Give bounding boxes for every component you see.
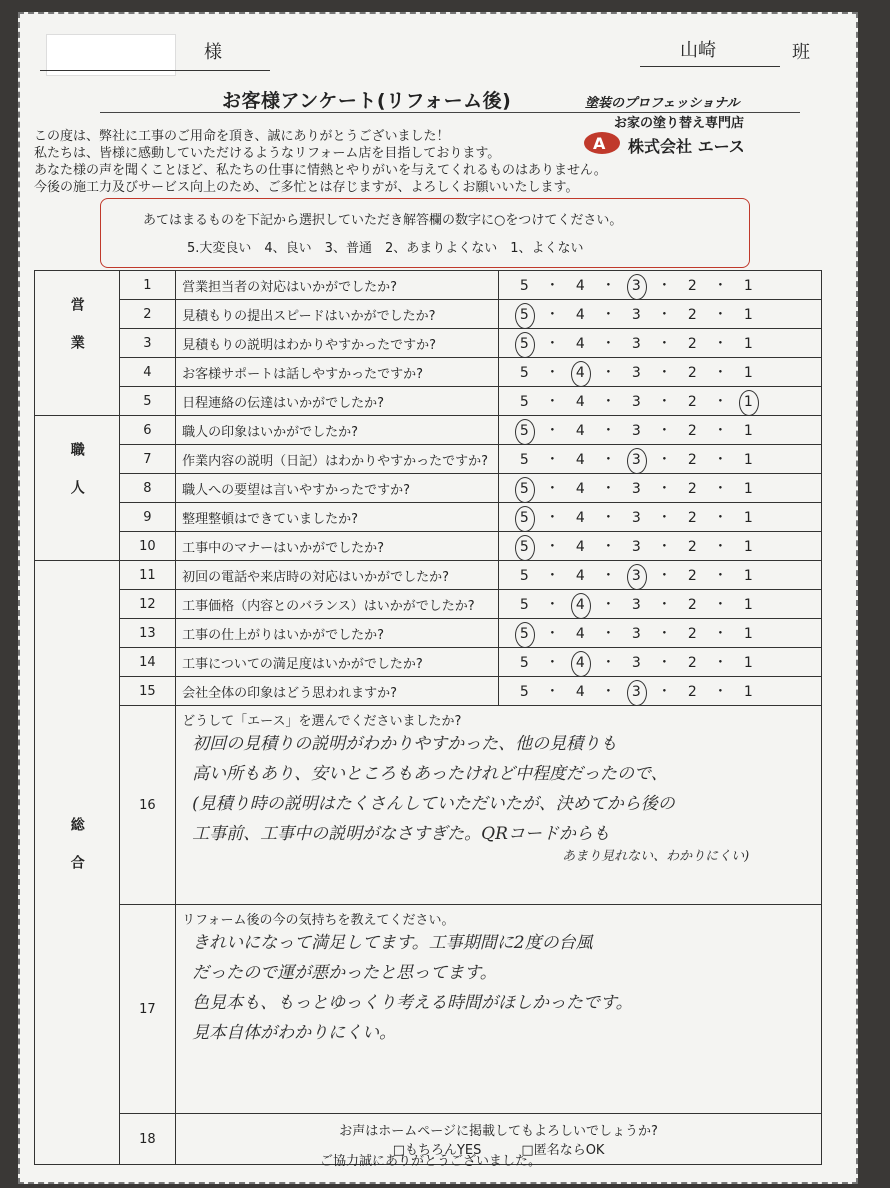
rating-option[interactable]: 2 — [687, 336, 697, 352]
rating-selected[interactable]: 3 — [623, 684, 649, 700]
question-row — [35, 619, 822, 648]
question-number: 2 — [119, 300, 176, 329]
name-underline — [40, 70, 270, 71]
question-row — [35, 416, 822, 445]
rating-legend: 5.大変良い 4、良い 3、普通 2、あまりよくない 1、よくない — [187, 241, 584, 256]
question-text: 作業内容の説明（日記）はわかりやすかったですか? — [176, 445, 499, 474]
rating-separator: ・ — [545, 307, 560, 323]
question-text: 工事についての満足度はいかがでしたか? — [176, 648, 499, 677]
rating-option[interactable]: 1 — [743, 655, 753, 671]
rating-option[interactable]: 1 — [743, 684, 753, 700]
rating-separator: ・ — [545, 336, 560, 352]
question-number: 16 — [119, 706, 176, 905]
intro-line: あなた様の声を聞くことほど、私たちの仕事に情熱とやりがいを与えてくれるものはありません。 — [34, 163, 607, 178]
rating-selected[interactable]: 3 — [623, 452, 649, 468]
rating-selected[interactable]: 5 — [511, 510, 537, 526]
question-number: 11 — [119, 561, 176, 590]
rating-option[interactable]: 1 — [743, 481, 753, 497]
rating-separator: ・ — [601, 510, 616, 526]
rating-separator: ・ — [545, 394, 560, 410]
rating-options — [499, 358, 822, 387]
rating-options — [499, 445, 822, 474]
intro-line: 私たちは、皆様に感動していただけるようなリフォーム店を目指しております。 — [34, 146, 501, 161]
rating-separator: ・ — [601, 423, 616, 439]
question-number: 4 — [119, 358, 176, 387]
rating-options — [499, 619, 822, 648]
instruction-box — [100, 198, 750, 268]
question-text: お声はホームページに掲載してもよろしいでしょうか? — [339, 1124, 658, 1139]
rating-separator: ・ — [545, 481, 560, 497]
rating-separator: ・ — [545, 626, 560, 642]
rating-option[interactable]: 5 — [519, 278, 529, 294]
store-type: お家の塗り替え専門店 — [614, 116, 745, 131]
intro-line: 今後の施工力及びサービス向上のため、ご多忙とは存じますが、よろしくお願いいたします。 — [34, 180, 579, 195]
rating-selected[interactable]: 5 — [511, 307, 537, 323]
rating-selected[interactable]: 5 — [511, 481, 537, 497]
rating-option[interactable]: 2 — [687, 278, 697, 294]
rating-option[interactable]: 3 — [631, 655, 641, 671]
company-tagline: 塗装のプロフェッショナル — [585, 96, 740, 111]
rating-separator: ・ — [601, 365, 616, 381]
question-number: 12 — [119, 590, 176, 619]
rating-options — [499, 590, 822, 619]
question-row — [35, 532, 822, 561]
rating-option[interactable]: 1 — [743, 539, 753, 555]
rating-separator: ・ — [657, 568, 672, 584]
question-text: お客様サポートは話しやすかったですか? — [176, 358, 499, 387]
question-text: 職人への要望は言いやすかったですか? — [176, 474, 499, 503]
question-row — [35, 445, 822, 474]
rating-separator: ・ — [601, 597, 616, 613]
rating-option[interactable]: 5 — [519, 568, 529, 584]
option-anonymous-checkbox[interactable]: □匿名ならOK — [521, 1143, 605, 1158]
rating-option[interactable]: 1 — [743, 278, 753, 294]
question-number: 8 — [119, 474, 176, 503]
rating-option[interactable]: 2 — [687, 365, 697, 381]
rating-option[interactable]: 4 — [575, 539, 585, 555]
free-answer-row — [35, 905, 822, 1114]
rating-separator: ・ — [713, 568, 728, 584]
handwritten-answer-line: 初回の見積りの説明がわかりやすかった、他の見積りも — [192, 734, 618, 754]
rating-option[interactable]: 1 — [743, 452, 753, 468]
rating-separator: ・ — [545, 568, 560, 584]
rating-separator: ・ — [545, 423, 560, 439]
question-text: どうして「エース」を選んでくださいましたか? — [182, 714, 462, 729]
rating-separator: ・ — [601, 307, 616, 323]
rating-option[interactable]: 2 — [687, 510, 697, 526]
rating-option[interactable]: 4 — [575, 278, 585, 294]
rating-options — [499, 300, 822, 329]
rating-separator: ・ — [713, 481, 728, 497]
rating-options — [499, 648, 822, 677]
rating-option[interactable]: 2 — [687, 626, 697, 642]
question-text: 工事中のマナーはいかがでしたか? — [176, 532, 499, 561]
question-text: 工事の仕上がりはいかがでしたか? — [176, 619, 499, 648]
rating-separator: ・ — [601, 394, 616, 410]
rating-option[interactable]: 3 — [631, 307, 641, 323]
rating-option[interactable]: 4 — [575, 626, 585, 642]
rating-option[interactable]: 5 — [519, 365, 529, 381]
survey-table — [34, 270, 822, 1165]
rating-option[interactable]: 4 — [575, 423, 585, 439]
rating-options — [499, 416, 822, 445]
rating-option[interactable]: 3 — [631, 365, 641, 381]
rating-option[interactable]: 3 — [631, 394, 641, 410]
rating-separator: ・ — [601, 278, 616, 294]
rating-selected[interactable]: 4 — [567, 597, 593, 613]
rating-separator: ・ — [601, 568, 616, 584]
rating-separator: ・ — [601, 336, 616, 352]
question-text: 整理整頓はできていましたか? — [176, 503, 499, 532]
question-row — [35, 561, 822, 590]
rating-separator: ・ — [657, 655, 672, 671]
question-text: 見積もりの提出スピードはいかがでしたか? — [176, 300, 499, 329]
rating-separator: ・ — [657, 510, 672, 526]
rating-selected[interactable]: 3 — [623, 568, 649, 584]
rating-separator: ・ — [657, 365, 672, 381]
rating-option[interactable]: 5 — [519, 684, 529, 700]
rating-separator: ・ — [713, 626, 728, 642]
question-row — [35, 648, 822, 677]
footer-thanks: ご協力誠にありがとうございました。 — [320, 1154, 542, 1169]
rating-option[interactable]: 5 — [519, 597, 529, 613]
rating-option[interactable]: 2 — [687, 539, 697, 555]
handwritten-answer-line: 色見本も、もっとゆっくり考える時間がほしかったです。 — [192, 993, 633, 1013]
rating-separator: ・ — [657, 626, 672, 642]
category-label: 営業 — [68, 297, 85, 373]
question-row — [35, 271, 822, 300]
handwritten-answer-line: あまり見れない、わかりにくい) — [562, 849, 750, 864]
rating-separator: ・ — [601, 684, 616, 700]
question-number: 9 — [119, 503, 176, 532]
rating-option[interactable]: 5 — [519, 452, 529, 468]
question-text: 営業担当者の対応はいかがでしたか? — [176, 271, 499, 300]
rating-option[interactable]: 3 — [631, 336, 641, 352]
rating-options — [499, 474, 822, 503]
question-number: 18 — [119, 1114, 176, 1165]
question-row — [35, 474, 822, 503]
question-text: 職人の印象はいかがでしたか? — [176, 416, 499, 445]
rating-option[interactable]: 1 — [743, 423, 753, 439]
question-number: 14 — [119, 648, 176, 677]
survey-title: お客様アンケート(リフォーム後) — [222, 90, 512, 112]
free-answer-area[interactable] — [176, 905, 822, 1114]
rating-selected[interactable]: 3 — [623, 278, 649, 294]
rating-options — [499, 387, 822, 416]
intro-line: この度は、弊社に工事のご用命を頂き、誠にありがとうございました！ — [34, 129, 450, 144]
question-number: 6 — [119, 416, 176, 445]
question-number: 13 — [119, 619, 176, 648]
staff-name: 山崎 — [680, 40, 716, 61]
rating-options — [499, 329, 822, 358]
rating-option[interactable]: 3 — [631, 597, 641, 613]
rating-option[interactable]: 4 — [575, 307, 585, 323]
question-number: 7 — [119, 445, 176, 474]
handwritten-answer-line: だったので運が悪かったと思ってます。 — [192, 963, 497, 983]
question-number: 17 — [119, 905, 176, 1114]
rating-options — [499, 677, 822, 706]
rating-separator: ・ — [545, 684, 560, 700]
company-name: 株式会社 エース — [628, 137, 745, 156]
rating-options — [499, 503, 822, 532]
rating-separator: ・ — [601, 655, 616, 671]
rating-option[interactable]: 2 — [687, 568, 697, 584]
rating-option[interactable]: 4 — [575, 394, 585, 410]
question-row — [35, 300, 822, 329]
handwritten-answer-line: 工事前、工事中の説明がなさすぎた。QRコードからも — [192, 824, 610, 844]
question-text: リフォーム後の今の気持ちを教えてください。 — [182, 913, 455, 928]
rating-selected[interactable]: 5 — [511, 423, 537, 439]
rating-separator: ・ — [657, 278, 672, 294]
rating-option[interactable]: 4 — [575, 452, 585, 468]
question-number: 1 — [119, 271, 176, 300]
rating-option[interactable]: 4 — [575, 684, 585, 700]
rating-option[interactable]: 3 — [631, 423, 641, 439]
rating-options — [499, 532, 822, 561]
rating-options — [499, 271, 822, 300]
rating-option[interactable]: 3 — [631, 510, 641, 526]
rating-selected[interactable]: 5 — [511, 626, 537, 642]
rating-option[interactable]: 3 — [631, 626, 641, 642]
rating-separator: ・ — [601, 539, 616, 555]
question-text: 初回の電話や来店時の対応はいかがでしたか? — [176, 561, 499, 590]
rating-separator: ・ — [657, 539, 672, 555]
rating-selected[interactable]: 5 — [511, 336, 537, 352]
rating-option[interactable]: 1 — [743, 510, 753, 526]
category-label: 総合 — [68, 816, 85, 893]
question-row — [35, 387, 822, 416]
rating-option[interactable]: 2 — [687, 684, 697, 700]
rating-option[interactable]: 1 — [743, 626, 753, 642]
rating-separator: ・ — [713, 423, 728, 439]
rating-selected[interactable]: 1 — [735, 394, 761, 410]
question-row — [35, 590, 822, 619]
rating-separator: ・ — [657, 423, 672, 439]
rating-separator: ・ — [657, 452, 672, 468]
rating-separator: ・ — [713, 336, 728, 352]
question-text: 日程連絡の伝達はいかがでしたか? — [176, 387, 499, 416]
handwritten-answer-line: (見積り時の説明はたくさんしていただいたが、決めてから後の — [192, 794, 675, 814]
rating-separator: ・ — [545, 539, 560, 555]
question-text: 会社全体の印象はどう思われますか? — [176, 677, 499, 706]
rating-separator: ・ — [545, 452, 560, 468]
rating-separator: ・ — [601, 481, 616, 497]
question-number: 5 — [119, 387, 176, 416]
rating-separator: ・ — [713, 307, 728, 323]
rating-separator: ・ — [713, 365, 728, 381]
rating-separator: ・ — [657, 684, 672, 700]
option-yes-checkbox[interactable]: □もちろんYES — [392, 1143, 482, 1158]
question-text: 見積もりの説明はわかりやすかったですか? — [176, 329, 499, 358]
rating-option[interactable]: 1 — [743, 307, 753, 323]
rating-separator: ・ — [657, 307, 672, 323]
handwritten-answer-line: 見本自体がわかりにくい。 — [192, 1023, 397, 1043]
rating-option[interactable]: 1 — [743, 568, 753, 584]
rating-option[interactable]: 5 — [519, 394, 529, 410]
rating-selected[interactable]: 5 — [511, 539, 537, 555]
rating-separator: ・ — [601, 626, 616, 642]
rating-option[interactable]: 4 — [575, 481, 585, 497]
free-answer-row — [35, 706, 822, 905]
rating-option[interactable]: 2 — [687, 307, 697, 323]
rating-option[interactable]: 1 — [743, 365, 753, 381]
question-text: 工事価格（内容とのバランス）はいかがでしたか? — [176, 590, 499, 619]
rating-option[interactable]: 4 — [575, 568, 585, 584]
rating-separator: ・ — [657, 336, 672, 352]
rating-separator: ・ — [545, 365, 560, 381]
instruction-text: あてはまるものを下記から選択していただき解答欄の数字に○をつけてください。 — [143, 213, 623, 228]
free-answer-area[interactable] — [176, 706, 822, 905]
rating-separator: ・ — [657, 597, 672, 613]
handwritten-answer-line: 高い所もあり、安いところもあったけれど中程度だったので、 — [192, 764, 668, 784]
rating-option[interactable]: 2 — [687, 597, 697, 613]
rating-selected[interactable]: 4 — [567, 655, 593, 671]
svg-text:A: A — [593, 134, 606, 153]
question-number: 15 — [119, 677, 176, 706]
question-row — [35, 329, 822, 358]
rating-separator: ・ — [713, 278, 728, 294]
rating-separator: ・ — [713, 655, 728, 671]
rating-option[interactable]: 4 — [575, 336, 585, 352]
category-craftsman — [35, 416, 120, 561]
intro-text — [34, 128, 607, 196]
rating-option[interactable]: 2 — [687, 481, 697, 497]
question-row — [35, 503, 822, 532]
rating-separator: ・ — [545, 278, 560, 294]
honorific-sama: 様 — [204, 42, 222, 63]
rating-separator: ・ — [545, 655, 560, 671]
rating-separator: ・ — [713, 684, 728, 700]
rating-option[interactable]: 1 — [743, 597, 753, 613]
handwritten-answer-line: きれいになって満足してます。工事期間に2度の台風 — [192, 933, 593, 953]
category-sales — [35, 271, 120, 416]
question-row — [35, 677, 822, 706]
category-overall — [35, 561, 120, 1165]
question-number: 3 — [119, 329, 176, 358]
rating-separator: ・ — [713, 539, 728, 555]
rating-separator: ・ — [657, 394, 672, 410]
rating-separator: ・ — [713, 510, 728, 526]
rating-option[interactable]: 2 — [687, 394, 697, 410]
rating-selected[interactable]: 4 — [567, 365, 593, 381]
rating-separator: ・ — [713, 452, 728, 468]
rating-separator: ・ — [545, 597, 560, 613]
rating-option[interactable]: 5 — [519, 655, 529, 671]
rating-option[interactable]: 2 — [687, 423, 697, 439]
category-label: 職人 — [68, 442, 85, 518]
staff-underline — [640, 66, 780, 67]
rating-separator: ・ — [601, 452, 616, 468]
rating-separator: ・ — [545, 510, 560, 526]
question-number: 10 — [119, 532, 176, 561]
rating-option[interactable]: 4 — [575, 510, 585, 526]
rating-option[interactable]: 2 — [687, 452, 697, 468]
rating-separator: ・ — [713, 394, 728, 410]
rating-options — [499, 561, 822, 590]
rating-option[interactable]: 2 — [687, 655, 697, 671]
rating-separator: ・ — [713, 597, 728, 613]
rating-separator: ・ — [657, 481, 672, 497]
rating-option[interactable]: 3 — [631, 481, 641, 497]
team-label: 班 — [792, 42, 810, 63]
rating-option[interactable]: 3 — [631, 539, 641, 555]
rating-option[interactable]: 1 — [743, 336, 753, 352]
question-row — [35, 358, 822, 387]
